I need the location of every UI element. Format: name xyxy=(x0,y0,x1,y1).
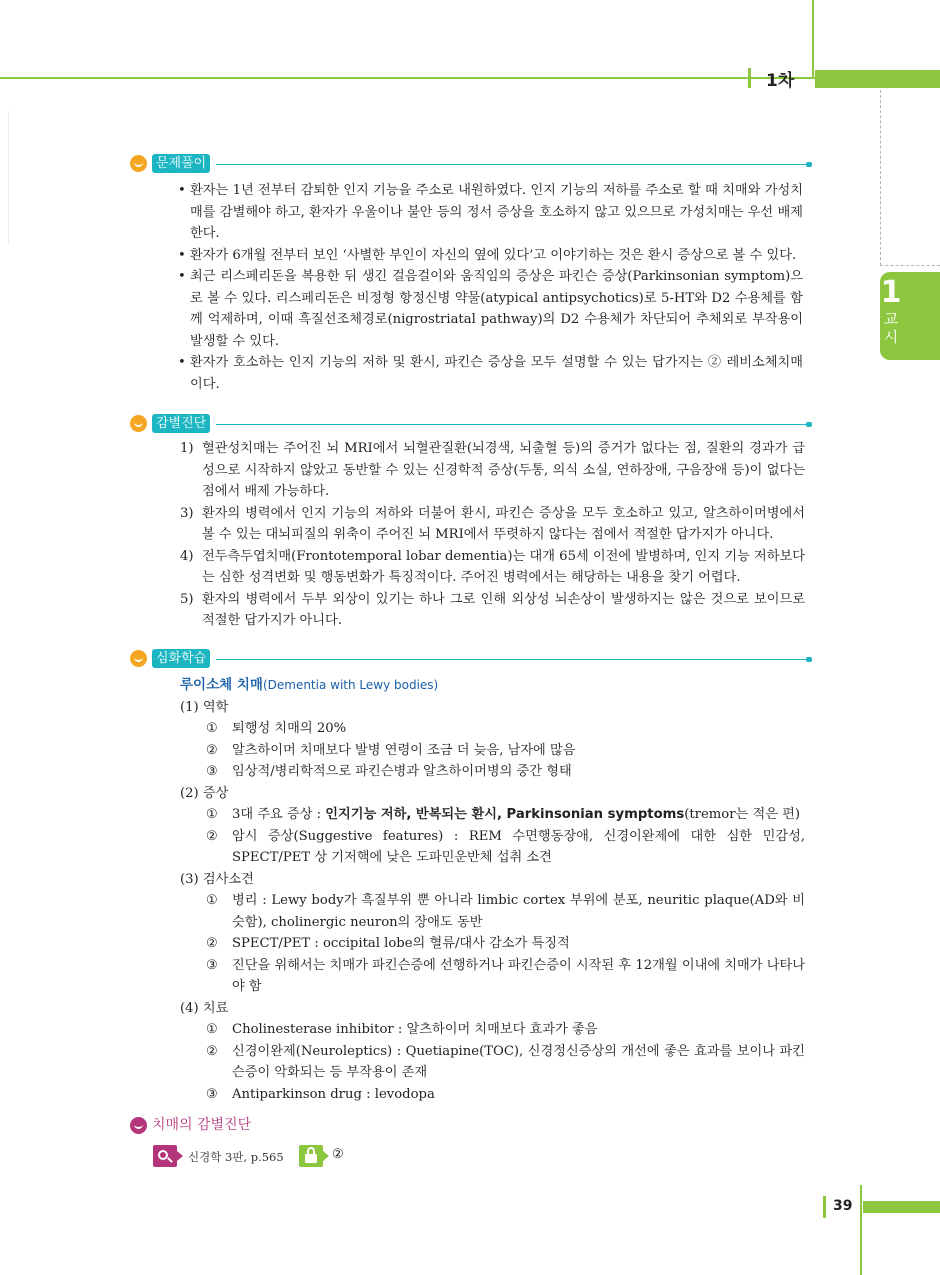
solution-bullet: • 환자가 6개월 전부터 보인 ‘사별한 부인이 자신의 옆에 있다’고 이야기하는 것은 환시 증상으로 볼 수 있다. xyxy=(178,245,803,267)
section-header-advanced xyxy=(130,650,810,670)
item-text: 환자의 병력에서 인지 기능의 저하와 더불어 환시, 파킨슨 증상을 모두 호소하고 있고, 알츠하이머병에서 볼 수 있는 대뇌피질의 위축이 주어진 뇌 MRI에서 뚜렷하지 않다는 점에서 적절한 답가지가 아니다. xyxy=(202,505,805,542)
group-heading: (2) 증상 xyxy=(180,785,229,801)
bowl-icon xyxy=(130,650,147,667)
item-text: 환자의 병력에서 두부 외상이 있기는 하나 그로 인해 외상성 뇌손상이 발생하지는 않은 것으로 보이므로 적절한 답가지가 아니다. xyxy=(202,591,805,628)
arrow-icon xyxy=(177,1151,183,1161)
footer-vertical-bar xyxy=(860,1185,862,1275)
list-item xyxy=(180,890,805,933)
list-item xyxy=(180,955,805,998)
item-text: 임상적/병리학적으로 파킨슨병과 알츠하이머병의 중간 형태 xyxy=(232,764,572,779)
item-text: Antiparkinson drug : levodopa xyxy=(232,1086,435,1102)
item-number: ② xyxy=(206,828,218,844)
section-title: 문제풀이 xyxy=(152,154,210,173)
item-text: SPECT/PET : occipital lobe의 혈류/대사 감소가 특징적 xyxy=(232,936,570,951)
group-heading: (4) 치료 xyxy=(180,1000,229,1016)
section-rule xyxy=(216,424,810,425)
reference-text: 신경학 3판, p.565 xyxy=(188,1150,284,1164)
page-number: 39 xyxy=(833,1198,853,1214)
item-number: ② xyxy=(206,1043,218,1059)
topic-title-korean: 루이소체 치매 xyxy=(180,677,263,693)
differential-item xyxy=(180,503,805,546)
item-number: ③ xyxy=(206,764,218,779)
item-text: 전두측두엽치매(Frontotemporal lobar dementia)는 대개 65세 이전에 발병하며, 인지 기능 저하보다는 심한 성격변화 및 행동변화가 특징적이다. 주어진 병력에서는 해당하는 내용을 찾기 어렵다. xyxy=(202,548,805,585)
left-margin-guide xyxy=(8,110,9,245)
item-number: 1) xyxy=(180,441,194,456)
solution-bullet: • 환자가 호소하는 인지 기능의 저하 및 환시, 파킨슨 증상을 모두 설명할 수 있는 답가지는 ② 레비소체치매이다. xyxy=(178,352,803,395)
item-text: (tremor는 적은 편) xyxy=(684,807,801,822)
session-tab-char: 교 xyxy=(883,310,899,328)
bowl-icon xyxy=(130,1117,147,1134)
answer-text: ② xyxy=(332,1147,344,1162)
page-number-tick xyxy=(823,1196,826,1218)
list-item xyxy=(180,826,805,869)
item-number: ③ xyxy=(206,1086,218,1102)
section-header-differential xyxy=(130,415,810,435)
item-text: 알츠하이머 치매보다 발병 연령이 조금 더 늦음, 남자에 많음 xyxy=(232,742,576,758)
list-item xyxy=(180,718,805,740)
group-heading: (3) 검사소견 xyxy=(180,871,254,887)
header-green-bar xyxy=(815,70,940,88)
section-rule xyxy=(216,659,810,660)
item-text: 3대 주요 증상 : xyxy=(232,807,326,822)
list-item xyxy=(180,761,805,783)
bowl-icon xyxy=(130,155,147,172)
session-tab-label xyxy=(880,310,902,346)
item-text-bold: 인지기능 저하, 반복되는 환시, Parkinsonian symptoms xyxy=(325,807,685,822)
related-topic-title: 치매의 감별진단 xyxy=(152,1117,252,1133)
section-title: 심화학습 xyxy=(152,649,210,668)
side-dashed-guide xyxy=(880,90,881,265)
item-text: 퇴행성 치매의 20% xyxy=(232,721,347,736)
list-item xyxy=(180,740,805,762)
item-text: 암시 증상(Suggestive features) : REM 수면행동장애, 신경이완제에 대한 심한 민감성, SPECT/PET 상 기저핵에 낮은 도파민운반체 섭취 소견 xyxy=(232,828,805,865)
item-number: ② xyxy=(206,742,218,758)
solution-body xyxy=(178,180,803,395)
topic-title xyxy=(180,675,805,697)
list-item xyxy=(180,1041,805,1084)
header-vertical-bar xyxy=(812,0,814,78)
section-rule xyxy=(216,164,810,165)
differential-body xyxy=(180,438,805,632)
advanced-body xyxy=(180,675,805,1105)
item-text: 병리 : Lewy body가 흑질부위 뿐 아니라 limbic cortex 부위에 분포, neuritic plaque(AD와 비슷함), cholinergic neuron의 장애도 동반 xyxy=(232,893,805,930)
list-item xyxy=(180,1084,805,1106)
solution-bullet: • 최근 리스페리돈을 복용한 뒤 생긴 걸음걸이와 움직임의 증상은 파킨슨 증상(Parkinsonian symptom)으로 볼 수 있다. 리스페리돈은 비정형 항정신병 약물(atypical antipsychotics)로 5-HT와 D2 수용체를 함께 억제하며, 이때 흑질선조체경로(nigrostriatal pathway)의 D2 수용체가 차단되어 추체외로 부작용이 발생할 수 있다. xyxy=(178,266,803,352)
list-item xyxy=(180,933,805,955)
item-number: 4) xyxy=(180,548,194,564)
differential-item xyxy=(180,438,805,503)
book-search-icon xyxy=(153,1145,177,1167)
item-number: ③ xyxy=(206,957,218,973)
differential-item xyxy=(180,589,805,632)
item-text: 진단을 위해서는 치매가 파킨슨증에 선행하거나 파킨슨증이 시작된 후 12개월 이내에 치매가 나타나야 함 xyxy=(232,957,805,994)
item-number: ① xyxy=(206,893,218,908)
item-number: ② xyxy=(206,936,218,951)
section-header-solution xyxy=(130,155,810,175)
item-number: 5) xyxy=(180,591,194,607)
topic-title-english: (Dementia with Lewy bodies) xyxy=(262,678,439,692)
item-number: ① xyxy=(206,1022,218,1037)
side-dashed-guide-horizontal xyxy=(880,265,940,266)
group-heading: (1) 역학 xyxy=(180,699,229,715)
list-item xyxy=(180,1019,805,1041)
header-rule xyxy=(0,77,940,79)
item-text: Cholinesterase inhibitor : 알츠하이머 치매보다 효과가 좋음 xyxy=(232,1022,598,1037)
item-number: ① xyxy=(206,721,218,736)
list-item xyxy=(180,804,805,826)
session-tab-number: 1 xyxy=(880,275,902,310)
footer-green-bar xyxy=(863,1201,940,1213)
unlock-icon xyxy=(299,1145,323,1167)
differential-item xyxy=(180,546,805,589)
session-tab-char: 시 xyxy=(883,328,899,346)
item-number: ① xyxy=(206,807,218,822)
round-label: 1차 xyxy=(766,71,795,91)
arrow-icon xyxy=(323,1151,329,1161)
bowl-icon xyxy=(130,415,147,432)
item-text: 신경이완제(Neuroleptics) : Quetiapine(TOC), 신경정신증상의 개선에 좋은 효과를 보이나 파킨슨증이 악화되는 등 부작용이 존재 xyxy=(232,1043,805,1080)
solution-bullet: • 환자는 1년 전부터 감퇴한 인지 기능을 주소로 내원하였다. 인지 기능의 저하를 주소로 할 때 치매와 가성치매를 감별해야 하고, 환자가 우울이나 불안 등의 정서 증상을 호소하지 않고 있으므로 가성치매는 우선 배제한다. xyxy=(178,180,803,245)
header-tick xyxy=(748,68,751,88)
section-title: 감별진단 xyxy=(152,414,210,433)
item-text: 혈관성치매는 주어진 뇌 MRI에서 뇌혈관질환(뇌경색, 뇌출혈 등)의 증거가 없다는 점, 질환의 경과가 급성으로 시작하지 않았고 동반할 수 있는 신경학적 증상(두통, 의식 소실, 연하장애, 구음장애 등)이 없다는 점에서 배제 가능하다. xyxy=(202,441,805,499)
item-number: 3) xyxy=(180,505,194,521)
